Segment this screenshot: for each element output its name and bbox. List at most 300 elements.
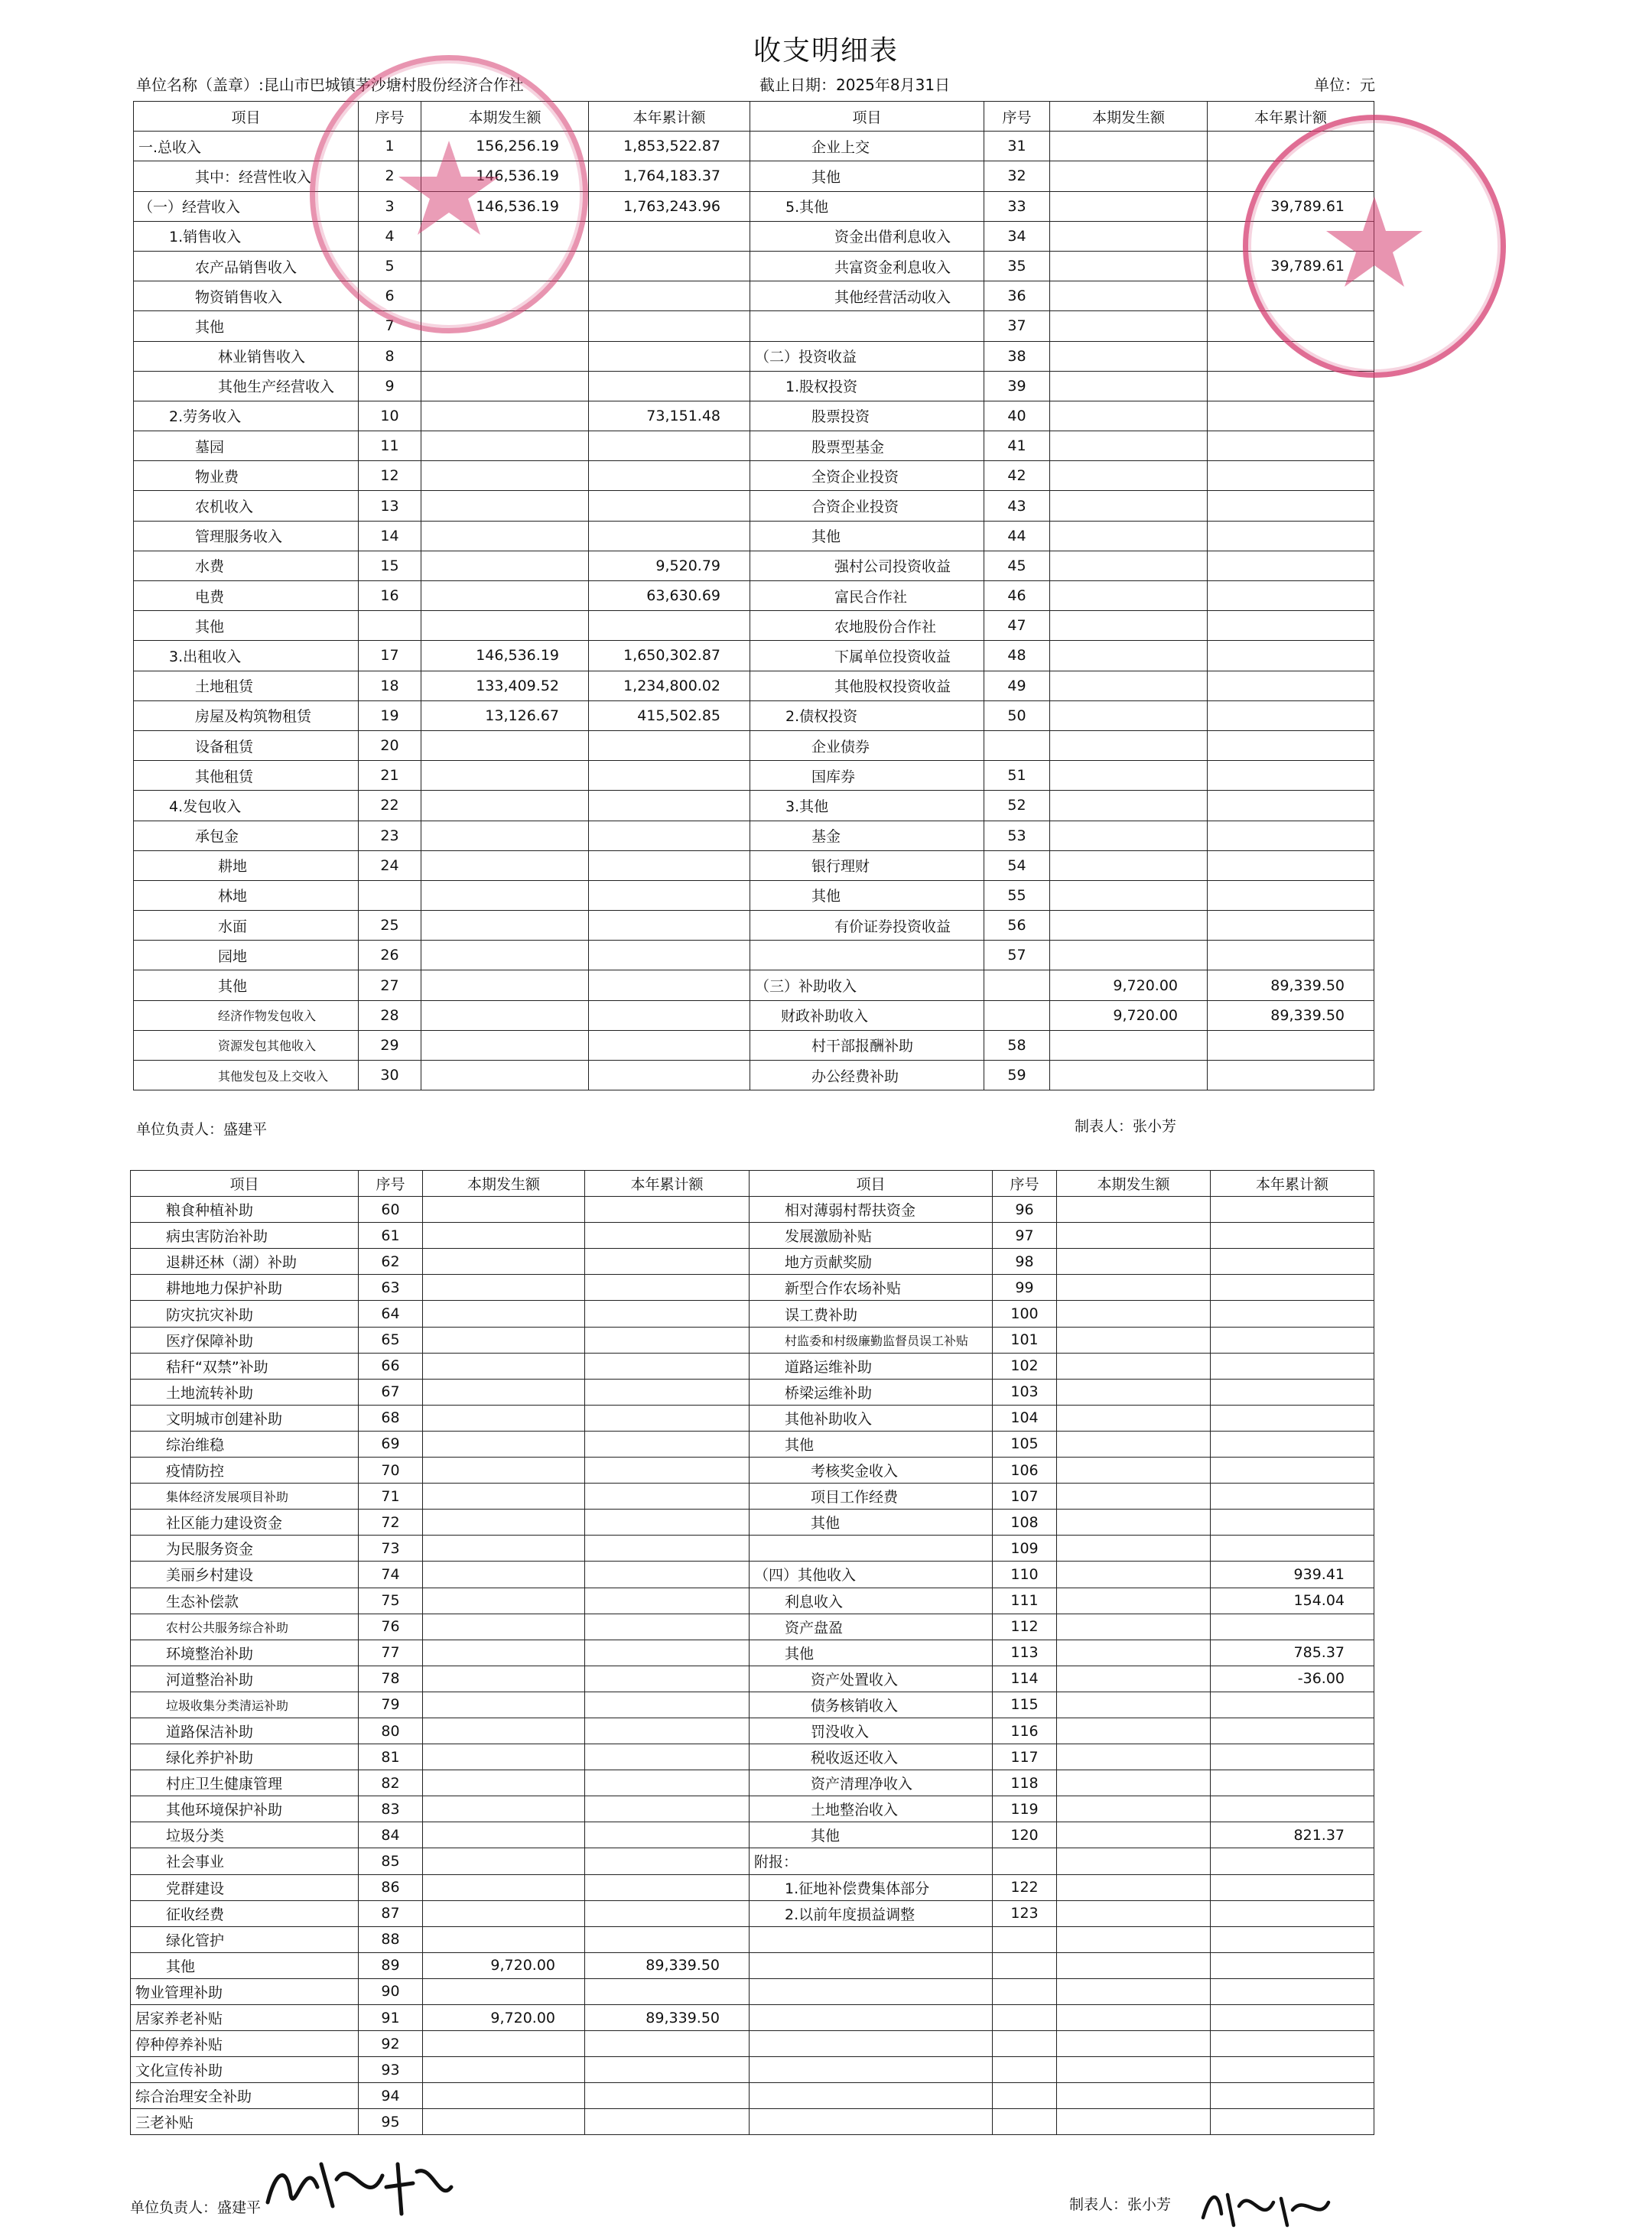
item-name-cell: （二）投资收益 <box>750 341 984 371</box>
item-name-cell: 下属单位投资收益 <box>750 641 984 671</box>
row-number-cell <box>984 730 1050 760</box>
table-row <box>134 791 1374 821</box>
row-number-cell: 91 <box>359 2005 423 2031</box>
row-number-cell: 117 <box>993 1744 1057 1770</box>
current-amount-cell <box>1057 1458 1211 1484</box>
current-amount-cell <box>421 941 589 970</box>
table-row <box>134 551 1374 580</box>
ytd-amount-cell <box>1211 1770 1374 1796</box>
ytd-amount-cell <box>585 2109 750 2135</box>
table-row <box>134 671 1374 700</box>
ytd-amount-cell <box>1208 761 1374 791</box>
row-number-cell <box>359 611 421 641</box>
row-number-cell: 36 <box>984 281 1050 311</box>
current-amount-cell <box>1050 941 1208 970</box>
ytd-amount-cell <box>589 941 750 970</box>
current-amount-cell <box>1050 491 1208 521</box>
current-amount-cell <box>423 1484 585 1510</box>
table-row <box>131 2109 1374 2135</box>
current-amount-cell <box>423 1692 585 1718</box>
unit-name: 单位名称（盖章）:昆山市巴城镇茅沙塘村股份经济合作社 <box>136 76 524 94</box>
ytd-amount-cell <box>1208 911 1374 941</box>
column-header: 本年累计额 <box>585 1171 750 1197</box>
current-amount-cell <box>1050 311 1208 341</box>
row-number-cell: 3 <box>359 191 421 221</box>
row-number-cell: 23 <box>359 821 421 850</box>
current-amount-cell <box>421 551 589 580</box>
row-number-cell: 101 <box>993 1327 1057 1353</box>
current-amount-cell <box>423 1510 585 1536</box>
current-amount-cell <box>1057 2109 1211 2135</box>
table-row <box>134 730 1374 760</box>
row-number-cell <box>984 1000 1050 1030</box>
cooperative-seal-stamp <box>310 55 588 333</box>
item-name-cell: （三）补助收入 <box>750 970 984 1000</box>
table-row <box>134 941 1374 970</box>
table-row <box>134 371 1374 401</box>
item-name-cell: 疫情防控 <box>131 1458 359 1484</box>
item-name-cell: 病虫害防治补助 <box>131 1223 359 1249</box>
item-name-cell: 富民合作社 <box>750 581 984 611</box>
item-name-cell: 其他 <box>131 1952 359 1978</box>
current-amount-cell <box>1057 1744 1211 1770</box>
row-number-cell <box>993 2031 1057 2057</box>
current-amount-cell <box>421 491 589 521</box>
manager-label-bottom: 单位负责人：盛建平 <box>130 2199 262 2216</box>
item-name-cell: 美丽乡村建设 <box>131 1562 359 1588</box>
row-number-cell <box>984 970 1050 1000</box>
ytd-amount-cell <box>589 850 750 880</box>
table-row <box>134 821 1374 850</box>
current-amount-cell <box>1050 911 1208 941</box>
ytd-amount-cell <box>1211 1692 1374 1718</box>
row-number-cell <box>993 2083 1057 2109</box>
table-row <box>134 611 1374 641</box>
item-name-cell: 其他 <box>750 1640 993 1666</box>
table-row <box>131 1588 1374 1614</box>
item-name-cell <box>750 311 984 341</box>
current-amount-cell <box>423 1718 585 1744</box>
ytd-amount-cell <box>585 2057 750 2083</box>
current-amount-cell <box>423 1353 585 1379</box>
item-name-cell <box>750 2083 993 2109</box>
current-amount-cell <box>1050 341 1208 371</box>
ytd-amount-cell <box>585 1822 750 1848</box>
current-amount-cell <box>1050 761 1208 791</box>
current-amount-cell <box>1050 251 1208 281</box>
table-row <box>134 970 1374 1000</box>
current-amount-cell <box>423 1249 585 1275</box>
current-amount-cell <box>423 1640 585 1666</box>
current-amount-cell <box>1050 191 1208 221</box>
row-number-cell: 19 <box>359 700 421 730</box>
item-name-cell: 农机收入 <box>134 491 359 521</box>
row-number-cell: 63 <box>359 1275 423 1301</box>
row-number-cell <box>993 1978 1057 2004</box>
item-name-cell: 耕地 <box>134 850 359 880</box>
row-number-cell: 109 <box>993 1536 1057 1562</box>
ytd-amount-cell <box>1211 1744 1374 1770</box>
row-number-cell: 112 <box>993 1614 1057 1640</box>
row-number-cell: 80 <box>359 1718 423 1744</box>
row-number-cell: 10 <box>359 401 421 431</box>
current-amount-cell <box>1057 2083 1211 2109</box>
row-number-cell: 81 <box>359 1744 423 1770</box>
current-amount-cell <box>1050 1030 1208 1060</box>
item-name-cell: 其他环境保护补助 <box>131 1796 359 1822</box>
ytd-amount-cell <box>1211 1249 1374 1275</box>
item-name-cell: 土地整治收入 <box>750 1796 993 1822</box>
column-header: 本期发生额 <box>421 102 589 132</box>
item-name-cell: 其他 <box>750 1431 993 1457</box>
item-name-cell: 农地股份合作社 <box>750 611 984 641</box>
ytd-amount-cell <box>1208 941 1374 970</box>
table-row <box>131 1770 1374 1796</box>
table-row <box>131 1379 1374 1405</box>
current-amount-cell <box>1050 431 1208 461</box>
row-number-cell: 14 <box>359 521 421 551</box>
row-number-cell: 22 <box>359 791 421 821</box>
row-number-cell: 41 <box>984 431 1050 461</box>
item-name-cell: 利息收入 <box>750 1588 993 1614</box>
current-amount-cell: 146,536.19 <box>421 161 589 191</box>
table-row <box>134 761 1374 791</box>
row-number-cell: 52 <box>984 791 1050 821</box>
row-number-cell: 54 <box>984 850 1050 880</box>
item-name-cell: 土地租赁 <box>134 671 359 700</box>
row-number-cell: 1 <box>359 132 421 161</box>
unit-label: 单位：元 <box>1314 76 1375 94</box>
row-number-cell: 70 <box>359 1458 423 1484</box>
current-amount-cell <box>1057 1379 1211 1405</box>
ytd-amount-cell <box>1208 431 1374 461</box>
current-amount-cell <box>1057 1848 1211 1874</box>
current-amount-cell <box>423 1275 585 1301</box>
row-number-cell: 31 <box>984 132 1050 161</box>
ytd-amount-cell: 39,789.61 <box>1208 251 1374 281</box>
item-name-cell: 股票型基金 <box>750 431 984 461</box>
seal-star-icon <box>1248 120 1501 372</box>
current-amount-cell <box>423 1874 585 1900</box>
item-name-cell: 征收经费 <box>131 1900 359 1926</box>
ytd-amount-cell <box>589 521 750 551</box>
item-name-cell: 经济作物发包收入 <box>134 1000 359 1030</box>
current-amount-cell <box>1057 1900 1211 1926</box>
item-name-cell: 企业债券 <box>750 730 984 760</box>
row-number-cell: 83 <box>359 1796 423 1822</box>
item-name-cell: 1.征地补偿费集体部分 <box>750 1874 993 1900</box>
current-amount-cell <box>423 1900 585 1926</box>
ytd-amount-cell <box>585 1796 750 1822</box>
row-number-cell: 104 <box>993 1405 1057 1431</box>
row-number-cell <box>993 2057 1057 2083</box>
current-amount-cell <box>421 371 589 401</box>
row-number-cell: 87 <box>359 1900 423 1926</box>
row-number-cell: 55 <box>984 880 1050 910</box>
current-amount-cell <box>1057 1952 1211 1978</box>
current-amount-cell <box>1057 1692 1211 1718</box>
item-name-cell: 墓园 <box>134 431 359 461</box>
row-number-cell: 51 <box>984 761 1050 791</box>
current-amount-cell <box>421 791 589 821</box>
ytd-amount-cell <box>1211 2005 1374 2031</box>
item-name-cell <box>750 2005 993 2031</box>
ytd-amount-cell <box>1208 581 1374 611</box>
table-row <box>134 431 1374 461</box>
current-amount-cell <box>423 1822 585 1848</box>
item-name-cell: 附报： <box>750 1848 993 1874</box>
ytd-amount-cell <box>585 1770 750 1796</box>
ytd-amount-cell <box>1208 791 1374 821</box>
ytd-amount-cell <box>589 221 750 251</box>
current-amount-cell <box>423 1405 585 1431</box>
ytd-amount-cell: 939.41 <box>1211 1562 1374 1588</box>
preparer-label-top: 制表人：张小芳 <box>1075 1118 1177 1135</box>
current-amount-cell <box>1050 401 1208 431</box>
item-name-cell: 2.劳务收入 <box>134 401 359 431</box>
item-name-cell: 河道整治补助 <box>131 1666 359 1692</box>
ytd-amount-cell <box>589 880 750 910</box>
current-amount-cell <box>421 341 589 371</box>
column-header: 本年累计额 <box>1211 1171 1374 1197</box>
ytd-amount-cell <box>589 730 750 760</box>
ytd-amount-cell: 154.04 <box>1211 1588 1374 1614</box>
column-header: 序号 <box>984 102 1050 132</box>
column-header: 序号 <box>359 1171 423 1197</box>
current-amount-cell <box>421 1061 589 1090</box>
item-name-cell: 为民服务资金 <box>131 1536 359 1562</box>
item-name-cell: 水费 <box>134 551 359 580</box>
ytd-amount-cell <box>1211 2083 1374 2109</box>
ytd-amount-cell: 415,502.85 <box>589 700 750 730</box>
current-amount-cell <box>423 1458 585 1484</box>
item-name-cell: 发展激励补贴 <box>750 1223 993 1249</box>
ytd-amount-cell <box>589 491 750 521</box>
item-name-cell: 设备租赁 <box>134 730 359 760</box>
current-amount-cell: 146,536.19 <box>421 191 589 221</box>
row-number-cell: 77 <box>359 1640 423 1666</box>
current-amount-cell <box>1057 1874 1211 1900</box>
item-name-cell: 资产处置收入 <box>750 1666 993 1692</box>
current-amount-cell <box>423 2109 585 2135</box>
row-number-cell: 59 <box>984 1061 1050 1090</box>
ytd-amount-cell <box>1211 1718 1374 1744</box>
row-number-cell: 60 <box>359 1197 423 1223</box>
current-amount-cell <box>421 821 589 850</box>
item-name-cell: 承包金 <box>134 821 359 850</box>
table-row <box>134 911 1374 941</box>
row-number-cell: 102 <box>993 1353 1057 1379</box>
current-amount-cell <box>423 2083 585 2109</box>
table-row <box>131 1822 1374 1848</box>
current-amount-cell <box>421 401 589 431</box>
row-number-cell: 67 <box>359 1379 423 1405</box>
ytd-amount-cell: 1,764,183.37 <box>589 161 750 191</box>
row-number-cell: 27 <box>359 970 421 1000</box>
ytd-amount-cell <box>1211 1614 1374 1640</box>
row-number-cell: 48 <box>984 641 1050 671</box>
item-name-cell: 林业销售收入 <box>134 341 359 371</box>
row-number-cell: 84 <box>359 1822 423 1848</box>
row-number-cell: 85 <box>359 1848 423 1874</box>
item-name-cell: 基金 <box>750 821 984 850</box>
current-amount-cell <box>423 1770 585 1796</box>
table-row <box>131 1536 1374 1562</box>
table-row <box>134 700 1374 730</box>
ytd-amount-cell <box>589 281 750 311</box>
item-name-cell: 医疗保障补助 <box>131 1327 359 1353</box>
item-name-cell: 三老补贴 <box>131 2109 359 2135</box>
table-row <box>131 1327 1374 1353</box>
row-number-cell: 37 <box>984 311 1050 341</box>
row-number-cell: 7 <box>359 311 421 341</box>
item-name-cell: 其他 <box>750 1510 993 1536</box>
row-number-cell: 97 <box>993 1223 1057 1249</box>
current-amount-cell <box>1057 1562 1211 1588</box>
item-name-cell: 其他 <box>750 880 984 910</box>
current-amount-cell <box>421 581 589 611</box>
current-amount-cell <box>1057 1822 1211 1848</box>
row-number-cell <box>993 1848 1057 1874</box>
current-amount-cell <box>1050 221 1208 251</box>
current-amount-cell <box>423 1197 585 1223</box>
row-number-cell: 39 <box>984 371 1050 401</box>
ytd-amount-cell <box>1208 700 1374 730</box>
row-number-cell: 74 <box>359 1562 423 1588</box>
item-name-cell: 全资企业投资 <box>750 461 984 491</box>
row-number-cell: 29 <box>359 1030 421 1060</box>
row-number-cell: 44 <box>984 521 1050 551</box>
row-number-cell: 9 <box>359 371 421 401</box>
ytd-amount-cell <box>589 1061 750 1090</box>
current-amount-cell <box>421 521 589 551</box>
row-number-cell: 98 <box>993 1249 1057 1275</box>
current-amount-cell <box>421 1000 589 1030</box>
current-amount-cell <box>1050 730 1208 760</box>
ytd-amount-cell <box>585 1666 750 1692</box>
row-number-cell: 93 <box>359 2057 423 2083</box>
item-name-cell: 税收返还收入 <box>750 1744 993 1770</box>
ytd-amount-cell <box>1211 1952 1374 1978</box>
current-amount-cell <box>423 1796 585 1822</box>
item-name-cell: 村庄卫生健康管理 <box>131 1770 359 1796</box>
item-name-cell: 4.发包收入 <box>134 791 359 821</box>
row-number-cell: 58 <box>984 1030 1050 1060</box>
current-amount-cell <box>1050 1061 1208 1090</box>
table-row <box>134 521 1374 551</box>
table-row <box>131 2083 1374 2109</box>
column-header: 序号 <box>993 1171 1057 1197</box>
item-name-cell: 退耕还林（湖）补助 <box>131 1249 359 1275</box>
item-name-cell: 其他 <box>750 521 984 551</box>
table-row <box>134 850 1374 880</box>
ytd-amount-cell <box>585 1353 750 1379</box>
item-name-cell: 防灾抗灾补助 <box>131 1301 359 1327</box>
table-row <box>131 1405 1374 1431</box>
item-name-cell: 农村公共服务综合补助 <box>131 1614 359 1640</box>
ytd-amount-cell <box>585 1692 750 1718</box>
ytd-amount-cell <box>585 1640 750 1666</box>
column-header: 项目 <box>131 1171 359 1197</box>
row-number-cell: 95 <box>359 2109 423 2135</box>
row-number-cell: 56 <box>984 911 1050 941</box>
current-amount-cell <box>1050 161 1208 191</box>
current-amount-cell <box>1057 1536 1211 1562</box>
item-name-cell: 耕地地力保护补助 <box>131 1275 359 1301</box>
current-amount-cell <box>423 2031 585 2057</box>
ytd-amount-cell <box>1211 1379 1374 1405</box>
table-header-row <box>131 1171 1374 1197</box>
row-number-cell: 13 <box>359 491 421 521</box>
current-amount-cell <box>1050 791 1208 821</box>
row-number-cell: 32 <box>984 161 1050 191</box>
table-row <box>131 1458 1374 1484</box>
current-amount-cell <box>421 730 589 760</box>
current-amount-cell <box>1057 1510 1211 1536</box>
item-name-cell: 1.股权投资 <box>750 371 984 401</box>
row-number-cell: 99 <box>993 1275 1057 1301</box>
table-row <box>134 1000 1374 1030</box>
table-row <box>131 1978 1374 2004</box>
item-name-cell: 道路保洁补助 <box>131 1718 359 1744</box>
item-name-cell: 地方贡献奖励 <box>750 1249 993 1275</box>
table-row <box>134 581 1374 611</box>
ytd-amount-cell: 1,650,302.87 <box>589 641 750 671</box>
item-name-cell: 相对薄弱村帮扶资金 <box>750 1197 993 1223</box>
ytd-amount-cell <box>1211 1197 1374 1223</box>
ytd-amount-cell <box>1211 1484 1374 1510</box>
item-name-cell: 误工费补助 <box>750 1301 993 1327</box>
ytd-amount-cell <box>1208 461 1374 491</box>
table-row <box>131 1353 1374 1379</box>
current-amount-cell <box>423 1926 585 1952</box>
table-row <box>134 1061 1374 1090</box>
row-number-cell: 45 <box>984 551 1050 580</box>
ytd-amount-cell <box>1211 1900 1374 1926</box>
ytd-amount-cell <box>589 341 750 371</box>
row-number-cell: 82 <box>359 1770 423 1796</box>
ytd-amount-cell <box>585 1588 750 1614</box>
ytd-amount-cell <box>1208 551 1374 580</box>
item-name-cell: 考核奖金收入 <box>750 1458 993 1484</box>
ytd-amount-cell: 821.37 <box>1211 1822 1374 1848</box>
current-amount-cell <box>423 1588 585 1614</box>
cutoff-date: 截止日期：2025年8月31日 <box>759 76 951 94</box>
column-header: 序号 <box>359 102 421 132</box>
current-amount-cell: 133,409.52 <box>421 671 589 700</box>
item-name-cell: 资产清理净收入 <box>750 1770 993 1796</box>
current-amount-cell <box>421 911 589 941</box>
ytd-amount-cell <box>585 1197 750 1223</box>
item-name-cell: 企业上交 <box>750 132 984 161</box>
row-number-cell: 8 <box>359 341 421 371</box>
row-number-cell: 94 <box>359 2083 423 2109</box>
table-row <box>134 401 1374 431</box>
item-name-cell: 农产品销售收入 <box>134 251 359 281</box>
ytd-amount-cell <box>1211 1431 1374 1457</box>
item-name-cell: 其他 <box>134 611 359 641</box>
row-number-cell: 20 <box>359 730 421 760</box>
row-number-cell: 64 <box>359 1301 423 1327</box>
row-number-cell: 11 <box>359 431 421 461</box>
current-amount-cell <box>1050 611 1208 641</box>
column-header: 本期发生额 <box>1057 1171 1211 1197</box>
current-amount-cell <box>423 1431 585 1457</box>
ytd-amount-cell <box>1211 1327 1374 1353</box>
table-row <box>131 1796 1374 1822</box>
row-number-cell: 120 <box>993 1822 1057 1848</box>
current-amount-cell <box>423 2057 585 2083</box>
